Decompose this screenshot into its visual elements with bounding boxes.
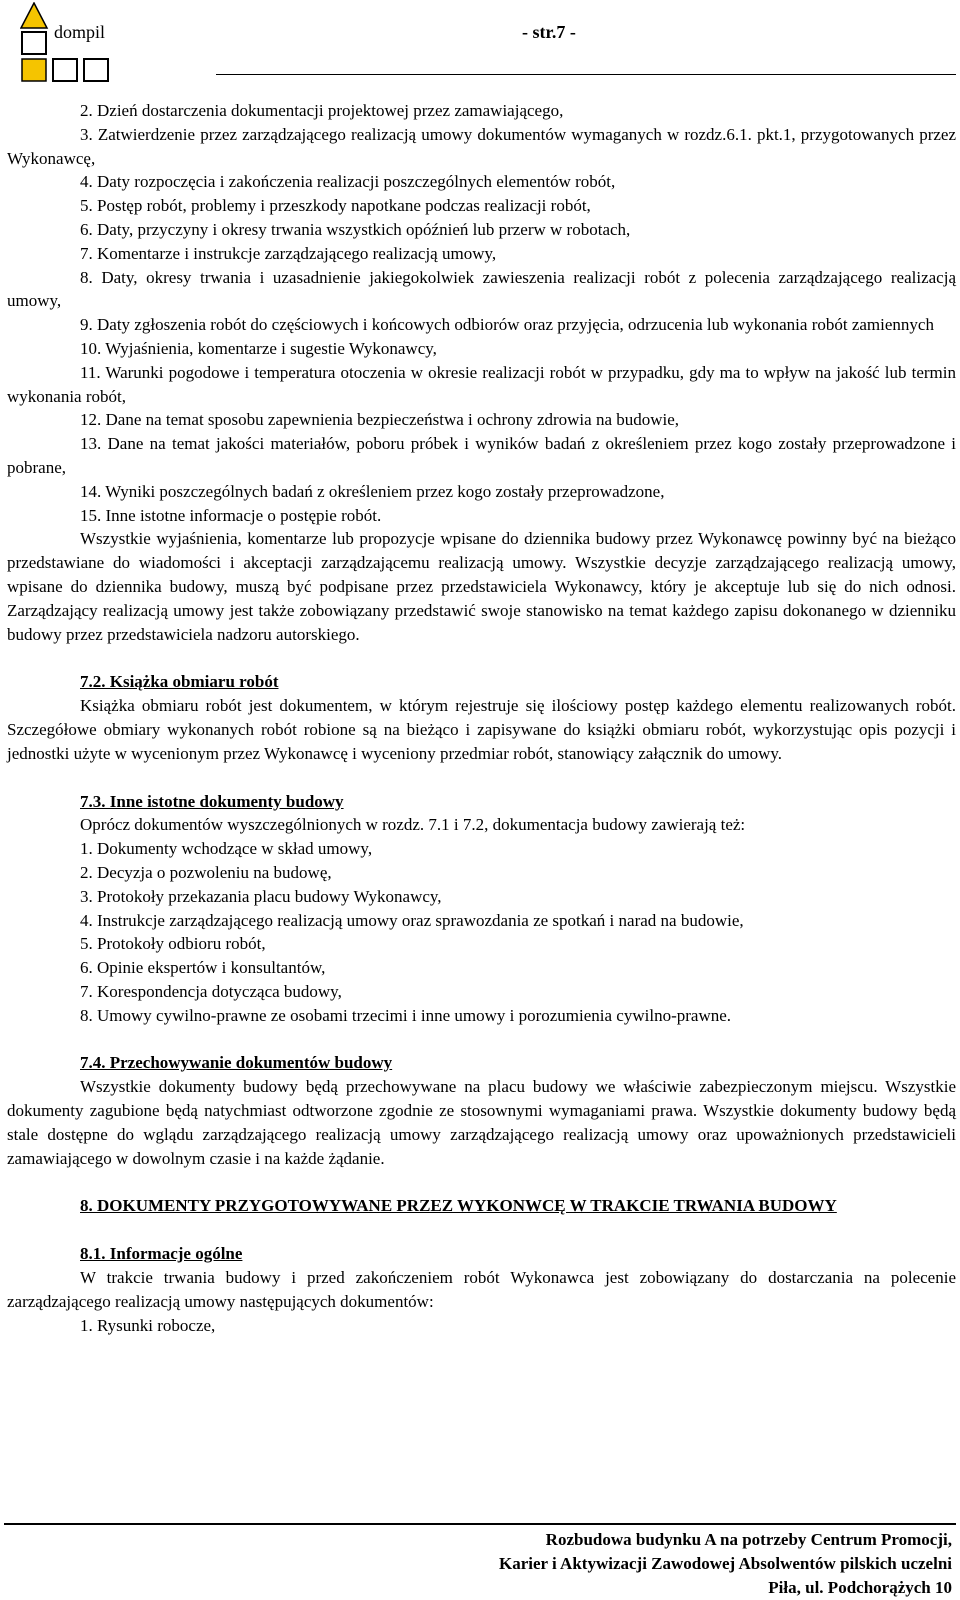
section-7-2-text: Książka obmiaru robót jest dokumentem, w którym rejestruje się ilościowy postęp każdego elementu realizowanych robót. Szczegółowe obmiary wykonanych robót robione są na bieżąco i zapisywane do książki obmiaru robót, wykorzystując opis pozycji i jednostki użyte w wycenionym przez Wykonawcę i wyceniony przedmiar robót, stanowiący załącznik do umowy. — [7, 696, 956, 763]
section-heading-8-1: 8.1. Informacje ogólne — [80, 1244, 243, 1264]
list-item: 5. Postęp robót, problemy i przeszkody napotkane podczas realizacji robót, — [80, 196, 591, 216]
section-8-1-text: W trakcie trwania budowy i przed zakończeniem robót Wykonawca jest zobowiązany do dostarczania na polecenie zarządzającego realizacją umowy następujących dokumentów: — [7, 1268, 956, 1311]
documents-list — [7, 837, 956, 1027]
logo-square-top — [22, 32, 46, 54]
list-item: 2. Decyzja o pozwoleniu na budowę, — [80, 862, 332, 882]
list-item: 11. Warunki pogodowe i temperatura otoczenia w okresie realizacji robót w przypadku, gdy ma to wpływ na jakość lub termin wykonania robót, — [7, 362, 956, 406]
section-heading-8: 8. DOKUMENTY PRZYGOTOWYWANE PRZEZ WYKONWCĘ W TRAKCIE TRWANIA BUDOWY — [80, 1196, 837, 1216]
section-heading-7-2: 7.2. Książka obmiaru robót — [80, 672, 279, 692]
list-item: 5. Protokoły odbioru robót, — [80, 934, 266, 954]
header-rule — [216, 74, 956, 75]
list-item: 3. Protokoły przekazania placu budowy Wykonawcy, — [80, 886, 442, 906]
list-item: 3. Zatwierdzenie przez zarządzającego realizacją umowy dokumentów wymaganych w rozdz.6.1. pkt.1, przygotowanych przez Wykonawcę, — [7, 124, 956, 168]
section-7-4-text: Wszystkie dokumenty budowy będą przechowywane na placu budowy we właściwie zabezpieczonym miejscu. Wszystkie dokumenty zagubione będą natychmiast odtworzone zgodnie ze stosownymi wymaganiami prawa. Wszystkie dokumenty budowy będą stale dostępne do wglądu zarządzającego realizacją umowy zarządzającego realizacją umowy oraz upoważnionych przedstawicieli zamawiającego w dowolnym czasie i na każde żądanie. — [7, 1077, 956, 1168]
section-heading-7-3: 7.3. Inne istotne dokumenty budowy — [80, 791, 344, 811]
list-item: 10. Wyjaśnienia, komentarze i sugestie Wykonawcy, — [80, 338, 437, 358]
list-item: 2. Dzień dostarczenia dokumentacji projektowej przez zamawiającego, — [80, 101, 564, 120]
logo-square-right — [84, 59, 108, 81]
logo-triangle — [21, 3, 47, 28]
list-item: 1. Dokumenty wchodzące w skład umowy, — [80, 839, 373, 859]
list-item: 6. Daty, przyczyny i okresy trwania wszystkich opóźnień lub przerw w robotach, — [80, 219, 631, 239]
section-heading-7-4: 7.4. Przechowywanie dokumentów budowy — [80, 1053, 393, 1073]
page-footer — [499, 1528, 952, 1600]
page-number: - str.7 - — [522, 22, 576, 42]
logo-square-mid — [53, 59, 77, 81]
list-item: 4. Instrukcje zarządzającego realizacją umowy oraz sprawozdania ze spotkań i narad na budowie, — [80, 910, 744, 930]
list-item: 14. Wyniki poszczególnych badań z określeniem przez kogo zostały przeprowadzone, — [80, 481, 665, 501]
section-7-3-intro: Oprócz dokumentów wyszczególnionych w rozdz. 7.1 i 7.2, dokumentacja budowy zawierają też: — [80, 815, 746, 835]
footer-line-3: Piła, ul. Podchorążych 10 — [768, 1578, 952, 1597]
list-item: 6. Opinie ekspertów i konsultantów, — [80, 958, 326, 978]
diary-entries-list — [7, 99, 956, 527]
footer-line-1: Rozbudowa budynku A na potrzeby Centrum Promocji, — [545, 1530, 952, 1549]
footer-line-2: Karier i Aktywizacji Zawodowej Absolwentów pilskich uczelni — [498, 1554, 952, 1573]
document-body — [7, 99, 956, 1337]
diary-remarks-paragraph: Wszystkie wyjaśnienia, komentarze lub propozycje wpisane do dziennika budowy przez Wykonawcę powinny być na bieżąco przedstawiane do wiadomości i akceptacji zarządzającemu realizacją umowy. Wszystkie decyzje zarządzającego realizacją umowy, wpisane do dziennika budowy, muszą być podpisane przez przedstawiciela Wykonawcy, który je akceptuje lub się do nich odnosi. Zarządzający realizacją umowy jest także zobowiązany przedstawić swoje stanowisko na temat każdego zapisu dokonanego w dzienniku budowy przez przedstawiciela nadzoru autorskiego. — [7, 529, 956, 644]
list-item: 7. Komentarze i instrukcje zarządzającego realizacją umowy, — [80, 243, 497, 263]
list-item: 7. Korespondencja dotycząca budowy, — [80, 981, 342, 1001]
list-item: 15. Inne istotne informacje o postępie robót. — [80, 505, 382, 525]
list-item: 8. Daty, okresy trwania i uzasadnienie jakiegokolwiek zawieszenia realizacji robót z polecenia zarządzającego realizacją umowy, — [7, 267, 956, 311]
dompil-logo — [20, 2, 120, 84]
list-item: 12. Dane na temat sposobu zapewnienia bezpieczeństwa i ochrony zdrowia na budowie, — [80, 410, 680, 430]
logo-square-yellow — [22, 59, 46, 81]
list-item: 8. Umowy cywilno-prawne ze osobami trzecimi i inne umowy i porozumienia cywilno-prawne. — [80, 1005, 732, 1025]
footer-rule — [4, 1523, 956, 1525]
logo-text: dompil — [54, 22, 106, 42]
list-item: 13. Dane na temat jakości materiałów, poboru próbek i wyników badań z określeniem przez kogo zostały przeprowadzone i pobrane, — [7, 434, 956, 477]
list-item: 4. Daty rozpoczęcia i zakończenia realizacji poszczególnych elementów robót, — [80, 172, 616, 192]
list-item: 1. Rysunki robocze, — [80, 1315, 216, 1335]
list-item: 9. Daty zgłoszenia robót do częściowych i końcowych odbiorów oraz przyjęcia, odrzucenia lub wykonania robót zamiennych — [80, 315, 934, 335]
